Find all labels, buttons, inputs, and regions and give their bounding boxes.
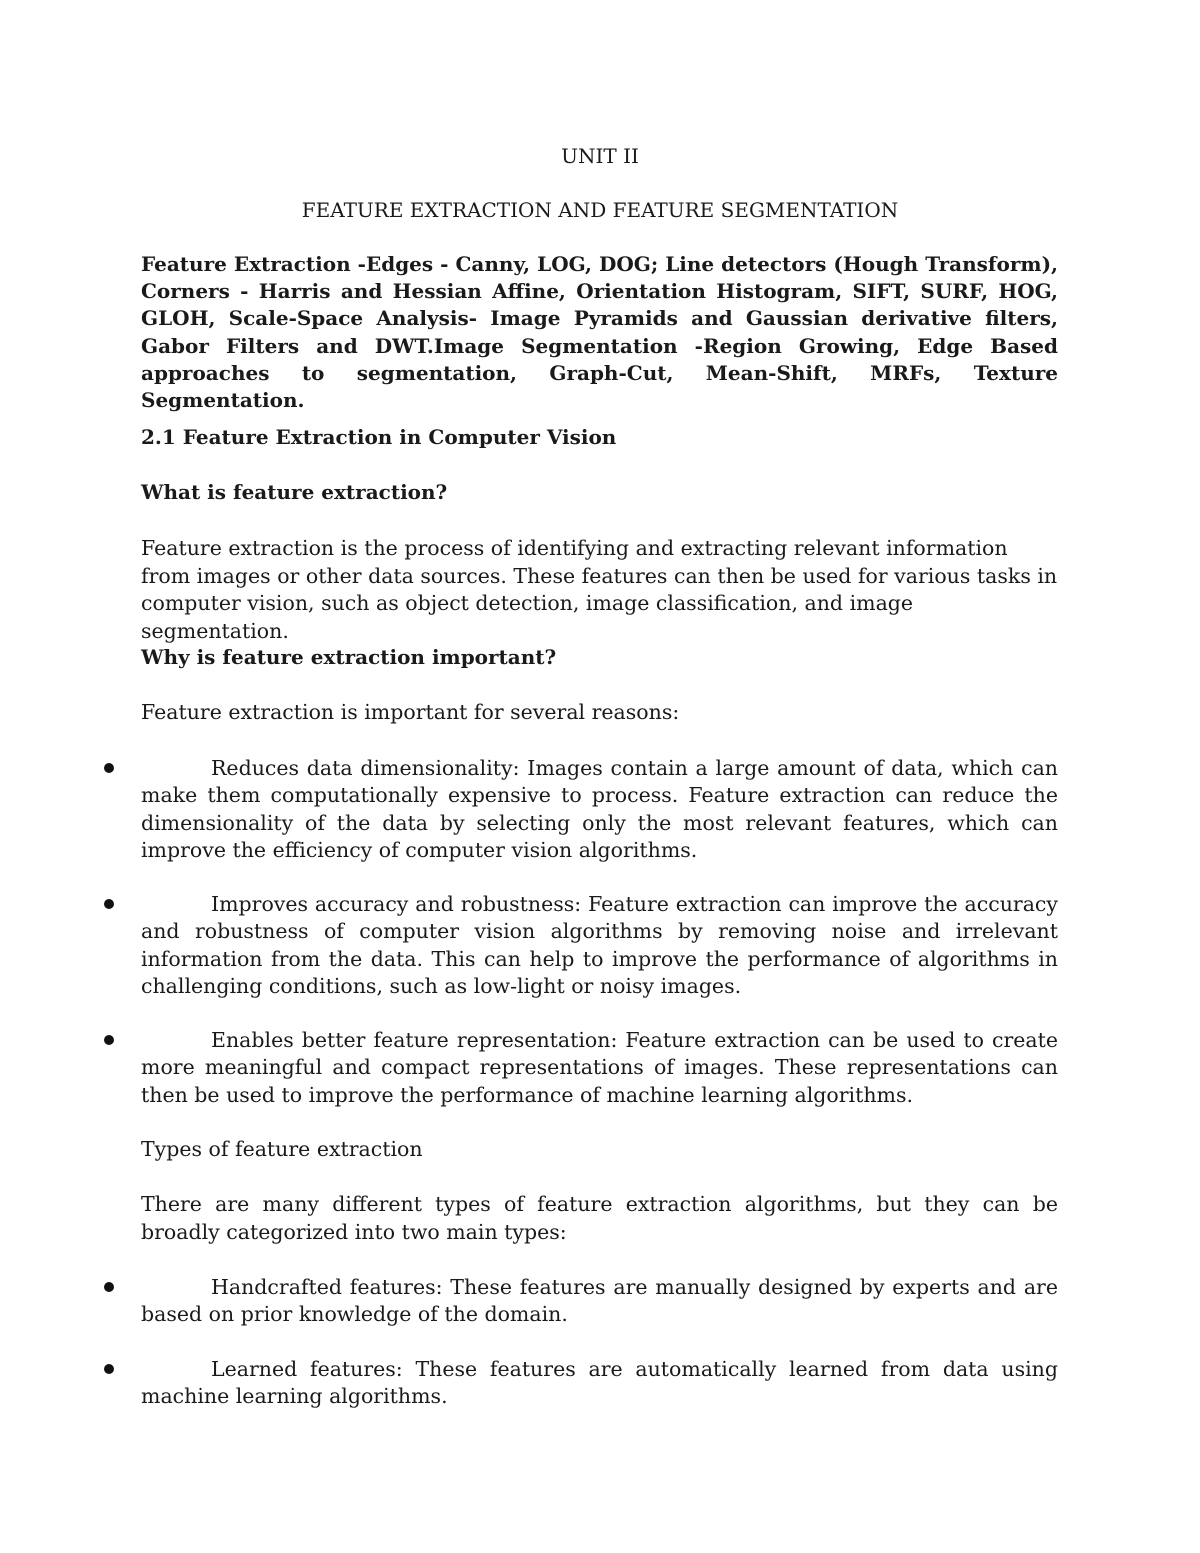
list-item-text: Handcrafted features: These features are manually designed by experts and are based on prior knowledge of the domain. [141, 1275, 1058, 1327]
list-item-text: Enables better feature representation: Feature extraction can be used to create more meaningful and compact representations of images. These representations can then be used to improve the performance of machine learning algorithms. [141, 1028, 1058, 1107]
bullet-icon [104, 1035, 114, 1045]
list-item-text: Improves accuracy and robustness: Feature extraction can improve the accuracy and robustness of computer vision algorithms by removing noise and irrelevant information from the data. This can help to improve the performance of algorithms in challenging conditions, such as low-light or noisy images. [141, 892, 1058, 999]
list-item [141, 1027, 1058, 1109]
list-item [141, 1356, 1058, 1411]
bullet-icon [104, 1282, 114, 1292]
list-item [141, 755, 1058, 865]
page-title: FEATURE EXTRACTION AND FEATURE SEGMENTATION [301, 198, 899, 222]
list-item-text: Reduces data dimensionality: Images contain a large amount of data, which can make them computationally expensive to process. Feature extraction can reduce the dimensionality of the data by selecting only the most relevant features, which can improve the efficiency of computer vision algorithms. [141, 756, 1058, 863]
bullet-icon [104, 1364, 114, 1374]
list-item [141, 1274, 1058, 1329]
question-heading-why: Why is feature extraction important? [141, 645, 557, 669]
unit-label: UNIT II [561, 144, 639, 168]
reasons-intro: Feature extraction is important for several reasons: [141, 700, 680, 724]
section-heading: 2.1 Feature Extraction in Computer Vision [141, 425, 617, 449]
definition-paragraph: Feature extraction is the process of identifying and extracting relevant information from images or other data sources. These features can then be used for various tasks in computer vision, such as object detection, image classification, and image segmentation. [141, 536, 1058, 643]
list-item-text: Learned features: These features are automatically learned from data using machine learning algorithms. [141, 1357, 1058, 1409]
list-item [141, 891, 1058, 1001]
types-intro: There are many different types of feature extraction algorithms, but they can be broadly categorized into two main types: [141, 1192, 1058, 1244]
question-heading-what: What is feature extraction? [141, 480, 448, 504]
bullet-icon [104, 899, 114, 909]
syllabus-paragraph: Feature Extraction -Edges - Canny, LOG, DOG; Line detectors (Hough Transform), Corners - Harris and Hessian Affine, Orientation Histogram, SIFT, SURF, HOG, GLOH, Scale-Space Analysis- Image Pyramids and Gaussian derivative filters, Gabor Filters and DWT.Image Segmentation -Region Growing, Edge Based approaches to segmentation, Graph-Cut, Mean-Shift, MRFs, Texture Segmentation. [141, 252, 1058, 413]
types-heading: Types of feature extraction [141, 1137, 423, 1161]
bullet-icon [104, 763, 114, 773]
